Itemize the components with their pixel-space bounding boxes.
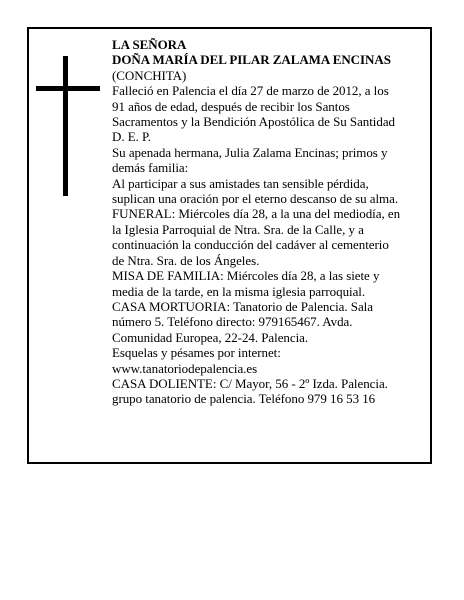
request-line: suplican una oración por el eterno descanso de su alma. <box>112 191 399 207</box>
mortuary-line: número 5. Teléfono directo: 979165467. Avda. <box>112 314 353 330</box>
cross-icon <box>36 56 100 196</box>
family-line: Su apenada hermana, Julia Zalama Encinas; primos y <box>112 144 388 160</box>
death-line: D. E. P. <box>112 129 151 145</box>
notice-title: LA SEÑORA <box>112 37 187 52</box>
family-mass-line: media de la tarde, en la misma iglesia parroquial. <box>112 283 366 299</box>
deceased-name: DOÑA MARÍA DEL PILAR ZALAMA ENCINAS <box>112 52 391 68</box>
mortuary-line: CASA MORTUORIA: Tanatorio de Palencia. Sala <box>112 298 373 314</box>
family-line: demás familia: <box>112 160 189 176</box>
funeral-line: la Iglesia Parroquial de Ntra. Sra. de la Calle, y a <box>112 221 364 237</box>
request-line: Al participar a sus amistades tan sensible pérdida, <box>112 175 369 191</box>
cross-vertical-bar <box>63 56 68 196</box>
death-line: 91 años de edad, después de recibir los Santos <box>112 98 350 114</box>
obituary-text <box>112 37 420 407</box>
website-link: www.tanatoriodepalencia.es <box>112 360 258 376</box>
internet-line: Esquelas y pésames por internet: <box>112 345 281 361</box>
family-mass-line: MISA DE FAMILIA: Miércoles día 28, a las siete y <box>112 268 380 284</box>
deceased-nickname: (CONCHITA) <box>112 67 187 83</box>
footer-line: grupo tanatorio de palencia. Teléfono 979 16 53 16 <box>112 391 376 407</box>
death-line: Sacramentos y la Bendición Apostólica de Su Santidad <box>112 114 395 130</box>
mortuary-line: Comunidad Europea, 22-24. Palencia. <box>112 329 309 345</box>
death-line: Falleció en Palencia el día 27 de marzo de 2012, a los <box>112 83 389 99</box>
home-line: CASA DOLIENTE: C/ Mayor, 56 - 2º Izda. Palencia. <box>112 375 388 391</box>
funeral-line: continuación la conducción del cadáver al cementerio <box>112 237 389 253</box>
funeral-line: FUNERAL: Miércoles día 28, a la una del mediodía, en <box>112 206 401 222</box>
cross-horizontal-bar <box>36 86 100 91</box>
funeral-line: de Ntra. Sra. de los Ángeles. <box>112 252 260 268</box>
